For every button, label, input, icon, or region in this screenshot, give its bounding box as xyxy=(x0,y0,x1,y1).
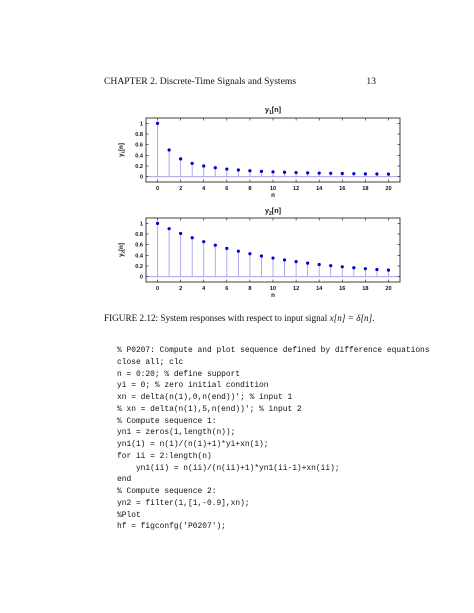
code-line: xn = delta(n(1),0,n(end))'; % input 1 xyxy=(117,393,293,402)
stem-marker xyxy=(167,227,170,230)
x-tick-label: 20 xyxy=(385,286,392,292)
stem-marker xyxy=(156,122,159,125)
code-line: yn1 = zeros(1,length(n)); xyxy=(117,428,236,438)
stem-marker xyxy=(237,250,240,253)
page-number: 13 xyxy=(366,76,376,87)
x-tick-label: 20 xyxy=(385,186,392,192)
caption-text: FIGURE 2.12: System responses with respect to input signal xyxy=(104,313,330,323)
code-line: for ii = 2:length(n) xyxy=(117,451,212,461)
stem-marker xyxy=(214,166,217,169)
stem-marker xyxy=(179,157,182,160)
plot-title: $y_1[n]$ xyxy=(265,105,281,116)
x-axis-label: n xyxy=(271,192,275,199)
x-tick-label: 0 xyxy=(155,286,160,292)
stem-marker xyxy=(202,164,205,167)
y-tick-label: 1 xyxy=(139,221,143,228)
caption-math: x[n] = δ[n] xyxy=(329,313,373,323)
chapter-title: CHAPTER 2. Discrete-Time Signals and Systems xyxy=(104,76,297,87)
y-tick-label: 1 xyxy=(139,121,143,128)
y-tick-label: 0.4 xyxy=(135,253,143,260)
y-tick-label: 0.6 xyxy=(135,142,143,149)
x-tick-label: 8 xyxy=(248,286,252,292)
x-tick-label: 2 xyxy=(179,186,183,192)
stem-marker xyxy=(364,172,367,175)
y-tick-label: 0.8 xyxy=(135,232,143,238)
x-tick-label: 14 xyxy=(316,186,323,192)
stem-marker xyxy=(260,170,263,173)
y-axis-label: $y_1[n]$ xyxy=(118,143,126,157)
code-line: % Compute sequence 1: xyxy=(117,416,217,426)
x-tick-label: 10 xyxy=(269,186,277,192)
stem-marker xyxy=(387,173,390,176)
stem-marker xyxy=(191,162,194,165)
stem-marker xyxy=(283,258,286,261)
stem-marker xyxy=(294,260,297,263)
stem-plot-2 xyxy=(118,206,400,299)
stem-marker xyxy=(271,256,274,259)
stem-marker xyxy=(225,167,228,170)
x-tick-label: 8 xyxy=(248,186,252,192)
stem-marker xyxy=(294,171,297,174)
x-tick-label: 14 xyxy=(316,286,323,292)
y-tick-label: 0.2 xyxy=(135,264,143,270)
x-tick-label: 10 xyxy=(269,286,277,292)
y-tick-label: 0 xyxy=(139,274,143,281)
stem-marker xyxy=(352,172,355,175)
caption-suffix: . xyxy=(372,313,375,323)
y-tick-label: 0 xyxy=(139,174,143,181)
stem-marker xyxy=(387,269,390,272)
code-line: % xn = delta(n(1),5,n(end))'; % input 2 xyxy=(117,404,302,414)
code-line: end xyxy=(117,475,132,485)
stem-marker xyxy=(179,232,182,235)
y-axis-label: $y_2[n]$ xyxy=(118,243,126,257)
code-line: close all; clc xyxy=(117,357,184,367)
code-line: % P0207: Compute and plot sequence defined by difference equations xyxy=(117,346,430,355)
x-tick-label: 2 xyxy=(179,286,183,292)
stem-marker xyxy=(352,266,355,269)
stem-marker xyxy=(271,170,274,173)
stem-marker xyxy=(156,222,159,225)
code-line: yi = 0; % zero initial condition xyxy=(117,381,269,391)
stem-marker xyxy=(202,240,205,243)
code-line: %Plot xyxy=(117,510,141,520)
stem-marker xyxy=(225,247,228,250)
stem-marker xyxy=(237,168,240,171)
x-tick-label: 12 xyxy=(292,286,300,292)
stem-marker xyxy=(318,171,321,174)
code-line: yn2 = filter(1,[1,-0.9],xn); xyxy=(117,498,250,508)
stem-marker xyxy=(306,262,309,265)
y-tick-label: 0.2 xyxy=(135,164,143,170)
stem-marker xyxy=(375,172,378,175)
code-line: n = 0:20; % define support xyxy=(117,369,241,379)
stem-marker xyxy=(341,172,344,175)
stem-marker xyxy=(167,148,170,151)
stem-marker xyxy=(283,171,286,174)
x-tick-label: 6 xyxy=(225,286,229,292)
code-line: yn1(ii) = n(ii)/(n(ii)+1)*yn1(ii-1)+xn(ii); xyxy=(117,463,340,473)
plot-title: $y_2[n]$ xyxy=(265,206,281,217)
y-tick-label: 0.6 xyxy=(135,242,143,249)
stem-marker xyxy=(260,254,263,257)
x-tick-label: 12 xyxy=(292,186,300,192)
x-tick-label: 6 xyxy=(225,186,229,192)
code-line: % Compute sequence 2: xyxy=(117,487,217,496)
stem-marker xyxy=(364,267,367,270)
stem-marker xyxy=(329,172,332,175)
stem-marker xyxy=(341,265,344,268)
x-tick-label: 18 xyxy=(362,286,369,292)
x-tick-label: 18 xyxy=(362,186,369,192)
figure-caption xyxy=(104,313,404,323)
code-line: hf = figconfg('P0207'); xyxy=(117,522,226,532)
matlab-code-listing xyxy=(117,345,430,533)
stem-marker xyxy=(375,268,378,271)
x-tick-label: 4 xyxy=(202,186,206,192)
x-tick-label: 16 xyxy=(339,186,346,192)
x-tick-label: 16 xyxy=(339,286,346,292)
stem-marker xyxy=(329,264,332,267)
stem-marker xyxy=(306,171,309,174)
x-axis-label: n xyxy=(271,292,275,299)
y-tick-label: 0.8 xyxy=(135,132,143,138)
y-tick-label: 0.4 xyxy=(135,153,143,160)
x-tick-label: 4 xyxy=(202,286,206,292)
code-line: yn1(1) = n(1)/(n(1)+1)*yi+xn(1); xyxy=(117,440,269,449)
stem-marker xyxy=(248,169,251,172)
stem-marker xyxy=(191,236,194,239)
x-tick-label: 0 xyxy=(155,186,160,192)
stem-marker xyxy=(214,244,217,247)
stem-marker xyxy=(318,263,321,266)
stem-marker xyxy=(248,252,251,255)
stem-plot-1 xyxy=(118,105,400,199)
